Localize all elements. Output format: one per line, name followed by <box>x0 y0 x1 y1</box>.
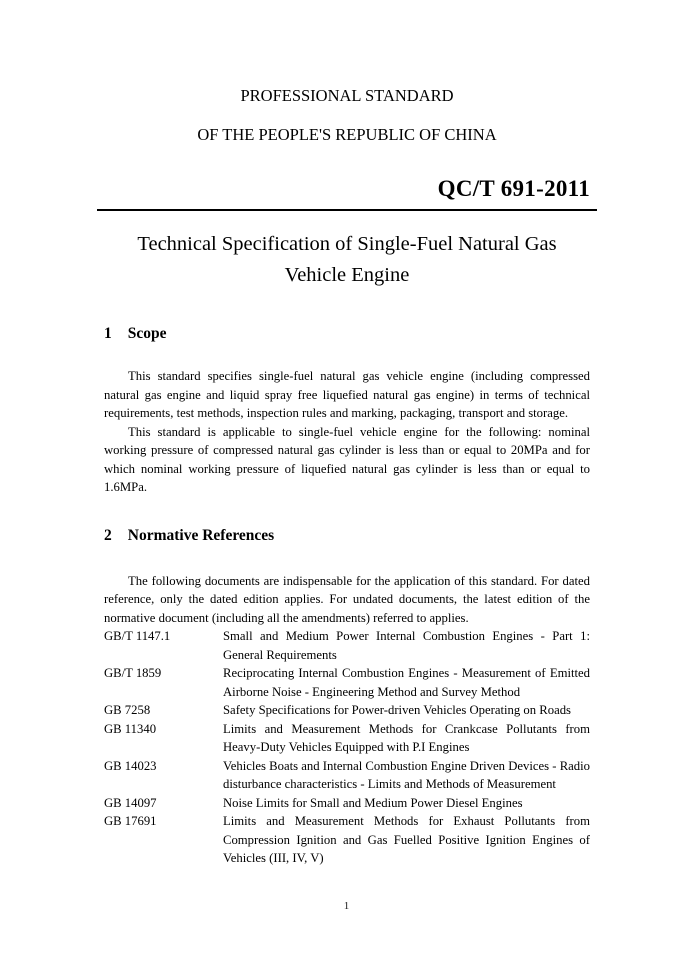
country-line: OF THE PEOPLE'S REPUBLIC OF CHINA <box>197 125 497 144</box>
section-2-heading <box>104 526 590 546</box>
section-2-number: 2 <box>104 526 112 544</box>
section-1-title: Scope <box>127 325 167 342</box>
reference-list <box>104 627 590 868</box>
reference-row <box>104 812 590 868</box>
reference-code: GB 14097 <box>104 795 157 810</box>
document-header <box>104 86 590 211</box>
section-1-heading <box>104 324 590 344</box>
page-number: 1 <box>343 900 350 912</box>
document-title <box>104 229 590 291</box>
reference-title: Safety Specifications for Power-driven Vehicles Operating on Roads <box>223 703 571 717</box>
standard-number: QC/T 691-2011 <box>437 176 590 201</box>
reference-title: Reciprocating Internal Combustion Engines - Measurement of Emitted Airborne Noise - Engineering Method and Survey Method <box>223 666 590 699</box>
header-rule <box>97 209 597 211</box>
reference-row <box>104 701 590 720</box>
section-normative-references <box>104 526 590 868</box>
reference-title: Noise Limits for Small and Medium Power Diesel Engines <box>223 795 523 810</box>
document-title-line2: Vehicle Engine <box>284 264 410 286</box>
section-1-number: 1 <box>104 325 112 342</box>
reference-code: GB 14023 <box>104 758 157 773</box>
reference-row <box>104 627 590 664</box>
section-scope <box>104 324 590 497</box>
references-intro-paragraph: The following documents are indispensable for the application of this standard. For dated reference, only the dated edition applies. For undated documents, the latest edition of the normative document (including all the amendments) referred to applies. <box>104 573 590 625</box>
document-title-line1: Technical Specification of Single-Fuel Natural Gas <box>137 233 557 255</box>
reference-code: GB/T 1859 <box>104 666 162 680</box>
scope-paragraph-2: This standard is applicable to single-fuel vehicle engine for the following: nominal working pressure of compressed natural gas cylinder is less than or equal to 20MPa and for which nominal working pressure of liquefied natural gas cylinder is less than or equal to 1.6MPa. <box>104 424 590 494</box>
reference-title: Vehicles Boats and Internal Combustion Engine Driven Devices - Radio disturbance characteristics - Limits and Methods of Measurement <box>223 758 590 791</box>
standard-type-line: PROFESSIONAL STANDARD <box>240 86 454 105</box>
reference-code: GB/T 1147.1 <box>104 629 171 643</box>
section-2-title: Normative References <box>127 526 275 544</box>
reference-title: Small and Medium Power Internal Combustion Engines - Part 1: General Requirements <box>223 629 590 662</box>
reference-code: GB 17691 <box>104 814 157 828</box>
reference-title: Limits and Measurement Methods for Exhaust Pollutants from Compression Ignition and Gas Fuelled Positive Ignition Engines of Vehicles (III, IV, V) <box>223 814 590 865</box>
reference-row <box>104 720 590 757</box>
reference-row <box>104 664 590 701</box>
reference-row <box>104 794 590 813</box>
scope-paragraph-1: This standard specifies single-fuel natural gas vehicle engine (including compressed natural gas engine and liquid spray free liquefied natural gas engine) in terms of technical requirements, test methods, inspection rules and marking, packaging, transport and storage. <box>104 369 590 420</box>
reference-row <box>104 757 590 794</box>
reference-title: Limits and Measurement Methods for Crankcase Pollutants from Heavy-Duty Vehicles Equipped with P.I Engines <box>223 721 590 754</box>
reference-code: GB 7258 <box>104 703 151 717</box>
reference-code: GB 11340 <box>104 721 157 736</box>
